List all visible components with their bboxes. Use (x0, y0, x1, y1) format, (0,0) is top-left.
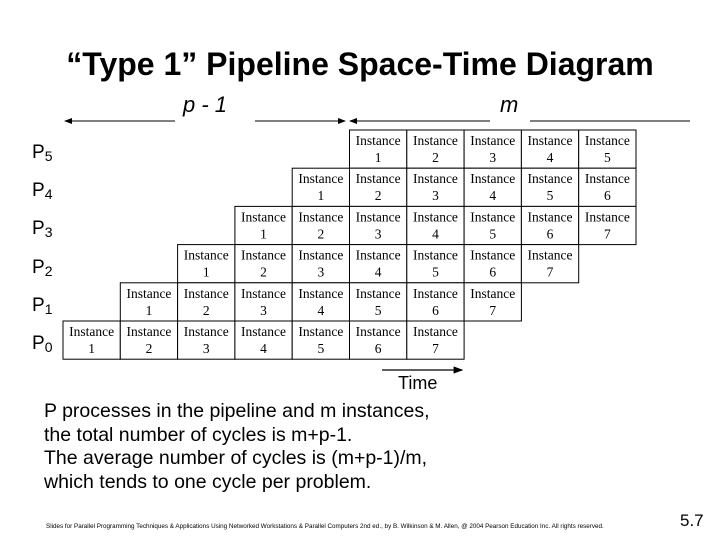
footer-citation: Slides for Parallel Programming Techniques & Applications Using Networked Workstations & Parallel Computers 2nd ed., by B. Wilkinson & M. Allen, @ 2004 Pearson Education Inc. All rights reserved. (46, 523, 604, 530)
instance-cell-number: 4 (317, 302, 325, 318)
instance-cell-label: Instance (355, 209, 401, 225)
p-minus-1-label: p - 1 (183, 92, 228, 117)
instance-cell (350, 206, 407, 244)
process-label: $P_5$ (32, 142, 53, 164)
instance-cell-label: Instance (355, 285, 401, 301)
instance-cell (521, 245, 578, 283)
instance-cell-number: 6 (432, 302, 439, 318)
instance-cell (407, 206, 464, 244)
process-label: $P_2$ (32, 256, 53, 279)
instance-cell (464, 283, 521, 321)
instance-cell (235, 206, 292, 244)
instance-cell-label: Instance (412, 247, 458, 263)
instance-cell-label: Instance (584, 171, 630, 187)
instance-cell (120, 283, 177, 321)
instance-cell-label: Instance (527, 209, 573, 225)
instance-cell-label: Instance (298, 209, 344, 225)
instance-cell-label: Instance (126, 285, 172, 301)
instance-cell (464, 168, 521, 206)
instance-cell (292, 206, 349, 244)
instance-cell-label: Instance (470, 171, 516, 187)
process-label: $P_1$ (32, 294, 53, 317)
instance-cell (407, 130, 464, 168)
instance-cell (407, 168, 464, 206)
instance-cell-label: Instance (298, 285, 344, 301)
instance-cell-label: Instance (412, 133, 458, 148)
instance-cell (407, 245, 464, 283)
instance-cell-number: 1 (374, 150, 382, 165)
instance-cell (350, 283, 407, 321)
instance-cell (521, 130, 578, 168)
instance-cell-label: Instance (298, 171, 344, 187)
instance-cell-label: Instance (183, 247, 229, 263)
instance-cell-number: 2 (260, 264, 267, 280)
instance-cell (120, 321, 177, 359)
instance-cell-label: Instance (470, 247, 516, 263)
instance-cell (178, 321, 235, 359)
description-line: P processes in the pipeline and m instances, (44, 400, 430, 422)
instance-cell (407, 321, 464, 359)
instance-cell-label: Instance (355, 247, 401, 263)
instance-cell-label: Instance (470, 133, 516, 148)
instance-cell-number: 2 (202, 302, 210, 318)
instance-cell-number: 1 (88, 341, 96, 356)
process-label: $P_0$ (32, 333, 53, 355)
instance-cell-number: 6 (374, 341, 382, 356)
instance-cell-number: 5 (546, 188, 554, 204)
instance-cell-label: Instance (355, 324, 401, 339)
instance-cell-label: Instance (355, 133, 401, 148)
slide-title: “Type 1” Pipeline Space-Time Diagram (66, 46, 654, 82)
instance-cell-number: 5 (317, 341, 325, 356)
instance-cell-label: Instance (298, 324, 344, 339)
m-label: m (500, 92, 519, 117)
instance-cell (464, 130, 521, 168)
instance-cell-number: 3 (202, 341, 210, 356)
instance-cell (63, 321, 120, 359)
instance-cell (350, 321, 407, 359)
description (44, 400, 430, 494)
instance-cell-label: Instance (241, 247, 287, 263)
instance-cell-number: 4 (432, 226, 439, 242)
instance-cell-label: Instance (527, 247, 573, 263)
process-label: $P_3$ (32, 218, 53, 241)
instance-cell (235, 321, 292, 359)
instance-cell-number: 3 (260, 302, 267, 318)
instance-cell-number: 4 (546, 150, 554, 165)
instance-cell-label: Instance (527, 171, 573, 187)
instance-cell-number: 7 (603, 226, 611, 242)
instance-cell (178, 245, 235, 283)
instance-cell-number: 1 (260, 226, 267, 242)
instance-cell (235, 283, 292, 321)
instance-cell-number: 3 (489, 150, 497, 165)
time-label: Time (398, 373, 438, 393)
instance-cell-number: 4 (489, 188, 497, 204)
instance-cell-number: 1 (317, 188, 325, 204)
instance-cell (292, 283, 349, 321)
instance-cell-label: Instance (412, 209, 458, 225)
instance-cell-label: Instance (470, 209, 516, 225)
instance-cell-label: Instance (412, 285, 458, 301)
instance-cell (350, 245, 407, 283)
instance-cell (350, 168, 407, 206)
instance-cell-label: Instance (126, 324, 172, 339)
slide-number: 5.7 (680, 511, 704, 530)
instance-cell (579, 206, 636, 244)
instance-cell-label: Instance (183, 324, 229, 339)
instance-cell-label: Instance (241, 324, 287, 339)
instance-cell-number: 6 (546, 226, 554, 242)
instance-cell-number: 2 (374, 188, 382, 204)
instance-cell (579, 168, 636, 206)
instance-cell-label: Instance (183, 285, 229, 301)
instance-cell-number: 5 (374, 302, 382, 318)
instance-cell-number: 2 (145, 341, 153, 356)
instance-cell-number: 4 (260, 341, 267, 356)
instance-cell (350, 130, 407, 168)
instance-cell-label: Instance (412, 171, 458, 187)
instance-cell (292, 245, 349, 283)
instance-cell (235, 245, 292, 283)
instance-cell-label: Instance (241, 209, 287, 225)
instance-cell-label: Instance (412, 324, 458, 339)
instance-cell-number: 2 (432, 150, 439, 165)
instance-cell (521, 206, 578, 244)
instance-cell-number: 3 (317, 264, 325, 280)
instance-cell-number: 7 (432, 341, 439, 356)
instance-cell-label: Instance (355, 171, 401, 187)
instance-cell (521, 168, 578, 206)
description-line: the total number of cycles is m+p-1. (44, 423, 353, 446)
instance-cell-number: 5 (432, 264, 439, 280)
description-line: The average number of cycles is (m+p-1)/m, (44, 447, 428, 469)
instance-cell-number: 1 (145, 302, 153, 318)
instance-cell (464, 206, 521, 244)
instance-cell-number: 4 (374, 264, 382, 280)
instance-cell-number: 3 (374, 226, 382, 242)
instance-cell-number: 5 (489, 226, 497, 242)
instance-cell (178, 283, 235, 321)
instance-cell-label: Instance (69, 324, 115, 339)
instance-cell-number: 6 (489, 264, 497, 280)
instance-cell (292, 168, 349, 206)
instance-cell-number: 7 (489, 302, 497, 318)
instance-cell-label: Instance (584, 209, 630, 225)
instance-cell-label: Instance (470, 285, 516, 301)
description-line: which tends to one cycle per problem. (44, 470, 372, 493)
instance-cell-number: 7 (546, 264, 554, 280)
instance-cell (464, 245, 521, 283)
instance-cell (407, 283, 464, 321)
instance-cell-number: 5 (603, 150, 611, 165)
process-label: $P_4$ (32, 180, 53, 203)
instance-cell-number: 6 (603, 188, 611, 204)
instance-cell-label: Instance (527, 133, 573, 148)
instance-cell (579, 130, 636, 168)
instance-cell-number: 2 (317, 226, 325, 242)
instance-cell-label: Instance (298, 247, 344, 263)
instance-cell-number: 1 (202, 264, 210, 280)
instance-cell-label: Instance (584, 133, 630, 148)
instance-cell (292, 321, 349, 359)
instance-cell-number: 3 (432, 188, 439, 204)
instance-cell-label: Instance (241, 285, 287, 301)
